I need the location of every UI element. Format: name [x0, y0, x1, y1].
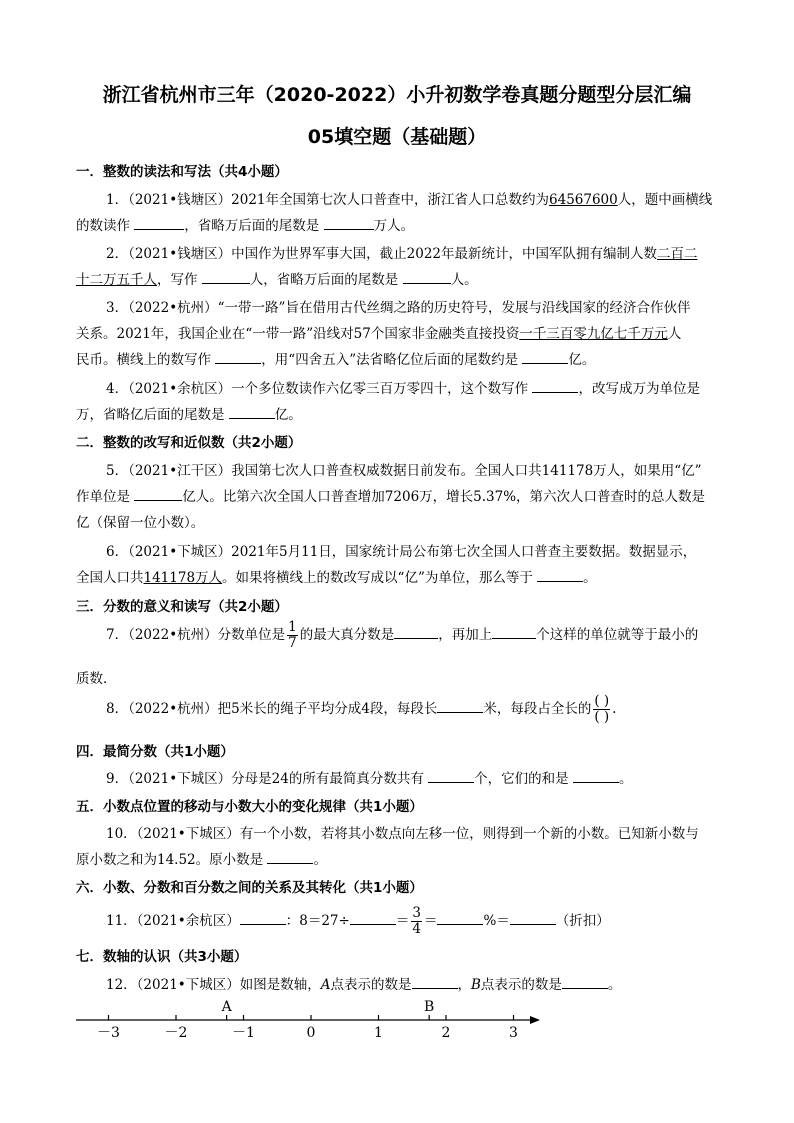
q1-text-4: ，省略万后面的尾数是 [184, 218, 320, 234]
answer-blank[interactable] [573, 769, 619, 783]
question-3-line-1: 3．（2022•杭州）“一带一路”旨在借用古代丝绸之路的历史符号，发展与沿线国家的经济合作伙伴 [106, 300, 691, 316]
q1-text: 1．（2021•钱塘区）2021年全国第七次人口普查中，浙江省人口总数约为 [106, 192, 550, 208]
q12-text: 12．（2021•下城区）如图是数轴， [106, 977, 321, 993]
q11-text: 11．（2021•余杭区） [106, 913, 240, 929]
answer-blank[interactable] [562, 975, 608, 989]
answer-blank[interactable] [134, 216, 184, 230]
answer-blank[interactable] [267, 850, 313, 864]
question-5-line-2 [76, 485, 720, 505]
question-6-line-1: 6．（2021•下城区）2021年5月11日，国家统计局公布第七次全国人口普查主要数据。数据显示， [106, 544, 697, 560]
question-8-line-1 [106, 694, 616, 725]
question-5-line-1: 5．（2021•江干区）我国第七次人口普查权威数据日前发布。全国人口共141178万人，如果用“亿” [106, 463, 702, 479]
q11-text-4: ＝ [423, 913, 438, 929]
answer-blank[interactable] [412, 975, 458, 989]
section-heading-5: 五．小数点位置的移动与小数大小的变化规律（共1小题） [76, 799, 423, 815]
question-10-line-2 [76, 848, 720, 868]
number-line-tick-label: 1 [374, 1025, 383, 1041]
question-1-line-1 [106, 188, 712, 208]
answer-blank[interactable] [428, 769, 474, 783]
q2-text-3: 人，省略万后面的尾数是 [249, 272, 399, 288]
number-line-tick-label: －3 [97, 1025, 120, 1041]
question-2-line-2 [76, 268, 720, 288]
q1-underlined-number: 64567600 [549, 192, 618, 208]
answer-blank[interactable] [537, 568, 583, 582]
number-line-arrow [530, 1016, 540, 1024]
q12-point-a-label: A [320, 977, 331, 993]
section-heading-7: 七．数轴的认识（共3小题） [76, 949, 248, 965]
q12-point-b-label: B [471, 977, 481, 993]
fraction-numerator-blank[interactable]: ( ) [594, 693, 610, 709]
fraction-one-seventh [287, 620, 298, 651]
section-heading-3: 三．分数的意义和读写（共2小题） [76, 599, 288, 615]
fraction-denominator: 7 [288, 635, 297, 651]
question-4-line-1 [106, 377, 700, 397]
section-heading-2: 二．整数的改写和近似数（共2小题） [76, 435, 302, 451]
q3-text-5: 亿。 [568, 352, 596, 368]
question-12-line-1 [106, 973, 621, 993]
question-6-line-2 [76, 566, 720, 586]
q4-text-3: 万，省略亿后面的尾数是 [76, 407, 225, 423]
q1-text-2: 人，题中画横线 [617, 192, 713, 208]
q3-underlined: 一千三百零九亿七千万元 [519, 326, 668, 342]
q8-text-2: 米，每段占全长的 [483, 701, 592, 717]
q3-text-4: ，用“四舍五入”法省略亿位后面的尾数约是 [261, 352, 519, 368]
section-heading-4: 四．最简分数（共1小题） [76, 744, 234, 760]
q12-text-5: 。 [607, 977, 622, 993]
q6-text: 全国人口共 [76, 570, 144, 586]
answer-blank[interactable] [437, 699, 483, 713]
q2-underlined: 二百二 [657, 246, 698, 262]
page-subtitle: 05填空题（基础题） [307, 126, 487, 148]
answer-blank[interactable] [202, 270, 250, 284]
q2-text: 2．（2021•钱塘区）中国作为世界军事大国，截止2022年最新统计，中国军队拥有编制人数 [106, 246, 658, 262]
answer-blank[interactable] [532, 379, 578, 393]
q8-text: 8．（2022•杭州）把5米长的绳子平均分成4段，每段长 [106, 701, 438, 717]
number-line-tick-label: －1 [232, 1025, 255, 1041]
question-7-line-2: 质数． [76, 671, 117, 687]
q7-text-2: 的最大真分数是 [299, 627, 395, 643]
q11-text-2: ：8＝27÷ [285, 913, 350, 929]
q4-text: 4．（2021•余杭区）一个多位数读作六亿零三百万零四十，这个数写作 [106, 381, 529, 397]
number-line-tick-label: 3 [509, 1025, 518, 1041]
q8-text-3: . [612, 701, 617, 717]
number-line-tick-label: 0 [306, 1025, 316, 1041]
q11-text-3: ＝ [395, 913, 410, 929]
number-line-tick-label: 2 [441, 1025, 451, 1041]
q5-text-2: 亿人。比第六次全国人口普查增加7206万，增长5.37%，第六次人口普查时的总人数是 [182, 489, 706, 505]
section-heading-6: 六．小数、分数和百分数之间的关系及其转化（共1小题） [76, 880, 423, 896]
answer-blank[interactable] [350, 911, 396, 925]
q6-text-2: 。如果将横线上的数改写成以“亿”为单位，那么等于 [222, 570, 533, 586]
fraction-blank[interactable] [593, 694, 610, 725]
q1-text-5: 万人。 [373, 218, 415, 234]
q2-text-4: 人。 [450, 272, 478, 288]
answer-blank[interactable] [134, 487, 182, 501]
q3-text-2: 人 [667, 326, 682, 342]
answer-blank[interactable] [229, 405, 275, 419]
fraction-three-quarters [411, 906, 422, 937]
question-7-line-1 [106, 620, 698, 651]
answer-blank[interactable] [324, 216, 374, 230]
question-3-line-3 [76, 348, 720, 368]
question-10-line-1: 10．（2021•下城区）有一个小数，若将其小数点向左移一位，则得到一个新的小数。已知新小数与 [106, 826, 699, 842]
answer-blank[interactable] [394, 625, 438, 639]
q12-text-3: ， [457, 977, 471, 993]
question-2-line-1 [106, 242, 698, 262]
q11-text-6: （折扣） [555, 913, 610, 929]
q12-text-2: 点表示的数是 [330, 977, 412, 993]
q7-text-3: ，再加上 [438, 627, 493, 643]
fraction-denominator-blank[interactable]: ( ) [594, 709, 610, 725]
number-line-tick-label: －2 [164, 1025, 188, 1041]
answer-blank[interactable] [240, 911, 286, 925]
answer-blank[interactable] [215, 350, 261, 364]
answer-blank[interactable] [437, 911, 483, 925]
q9-text: 9．（2021•下城区）分母是24的所有最简真分数共有 [106, 771, 424, 787]
q12-text-4: 点表示的数是 [480, 977, 562, 993]
q6-underlined: 141178万人 [143, 570, 223, 586]
section-heading-1: 一．整数的读法和写法（共4小题） [76, 164, 288, 180]
answer-blank[interactable] [522, 350, 568, 364]
question-5-line-3: 亿（保留一位小数）。 [76, 515, 205, 531]
q4-text-4: 亿。 [274, 407, 302, 423]
number-line-point-b-label: B [423, 999, 435, 1015]
q4-text-2: ，改写成万为单位是 [578, 381, 700, 397]
q9-text-2: 个，它们的和是 [474, 771, 569, 787]
q5-text: 作单位是 [76, 489, 130, 505]
answer-blank[interactable] [492, 625, 536, 639]
q10-text-2: 。 [313, 852, 327, 868]
question-4-line-2 [76, 403, 720, 423]
q2-underlined-2: 十二万五千人 [76, 272, 157, 288]
number-line [0, 995, 794, 1065]
answer-blank[interactable] [510, 911, 556, 925]
fraction-numerator: 3 [412, 905, 421, 921]
q3-text: 关系。2021年，我国企业在“一带一路”沿线对57个国家非金融类直接投资 [76, 326, 520, 342]
q3-text-3: 民币。横线上的数写作 [76, 352, 211, 368]
fraction-numerator: 1 [288, 619, 297, 635]
q10-text: 原小数之和为14.52。原小数是 [76, 852, 264, 868]
question-1-line-2 [76, 214, 720, 234]
q1-text-3: 的数读作 [76, 218, 130, 234]
q9-text-3: 。 [618, 771, 633, 787]
question-9-line-1 [106, 767, 632, 787]
fraction-denominator: 4 [412, 921, 421, 937]
answer-blank[interactable] [403, 270, 451, 284]
q2-text-2: ，写作 [157, 272, 198, 288]
page-title: 浙江省杭州市三年（2020-2022）小升初数学卷真题分题型分层汇编 [102, 84, 692, 106]
q11-text-5: %＝ [483, 913, 510, 929]
question-3-line-2 [76, 322, 720, 342]
number-line-point-a-label: A [221, 999, 232, 1015]
q7-text: 7．（2022•杭州）分数单位是 [106, 627, 286, 643]
q7-text-4: 个这样的单位就等于最小的 [536, 627, 699, 643]
question-11-line-1 [106, 906, 610, 937]
q6-text-3: 。 [583, 570, 597, 586]
